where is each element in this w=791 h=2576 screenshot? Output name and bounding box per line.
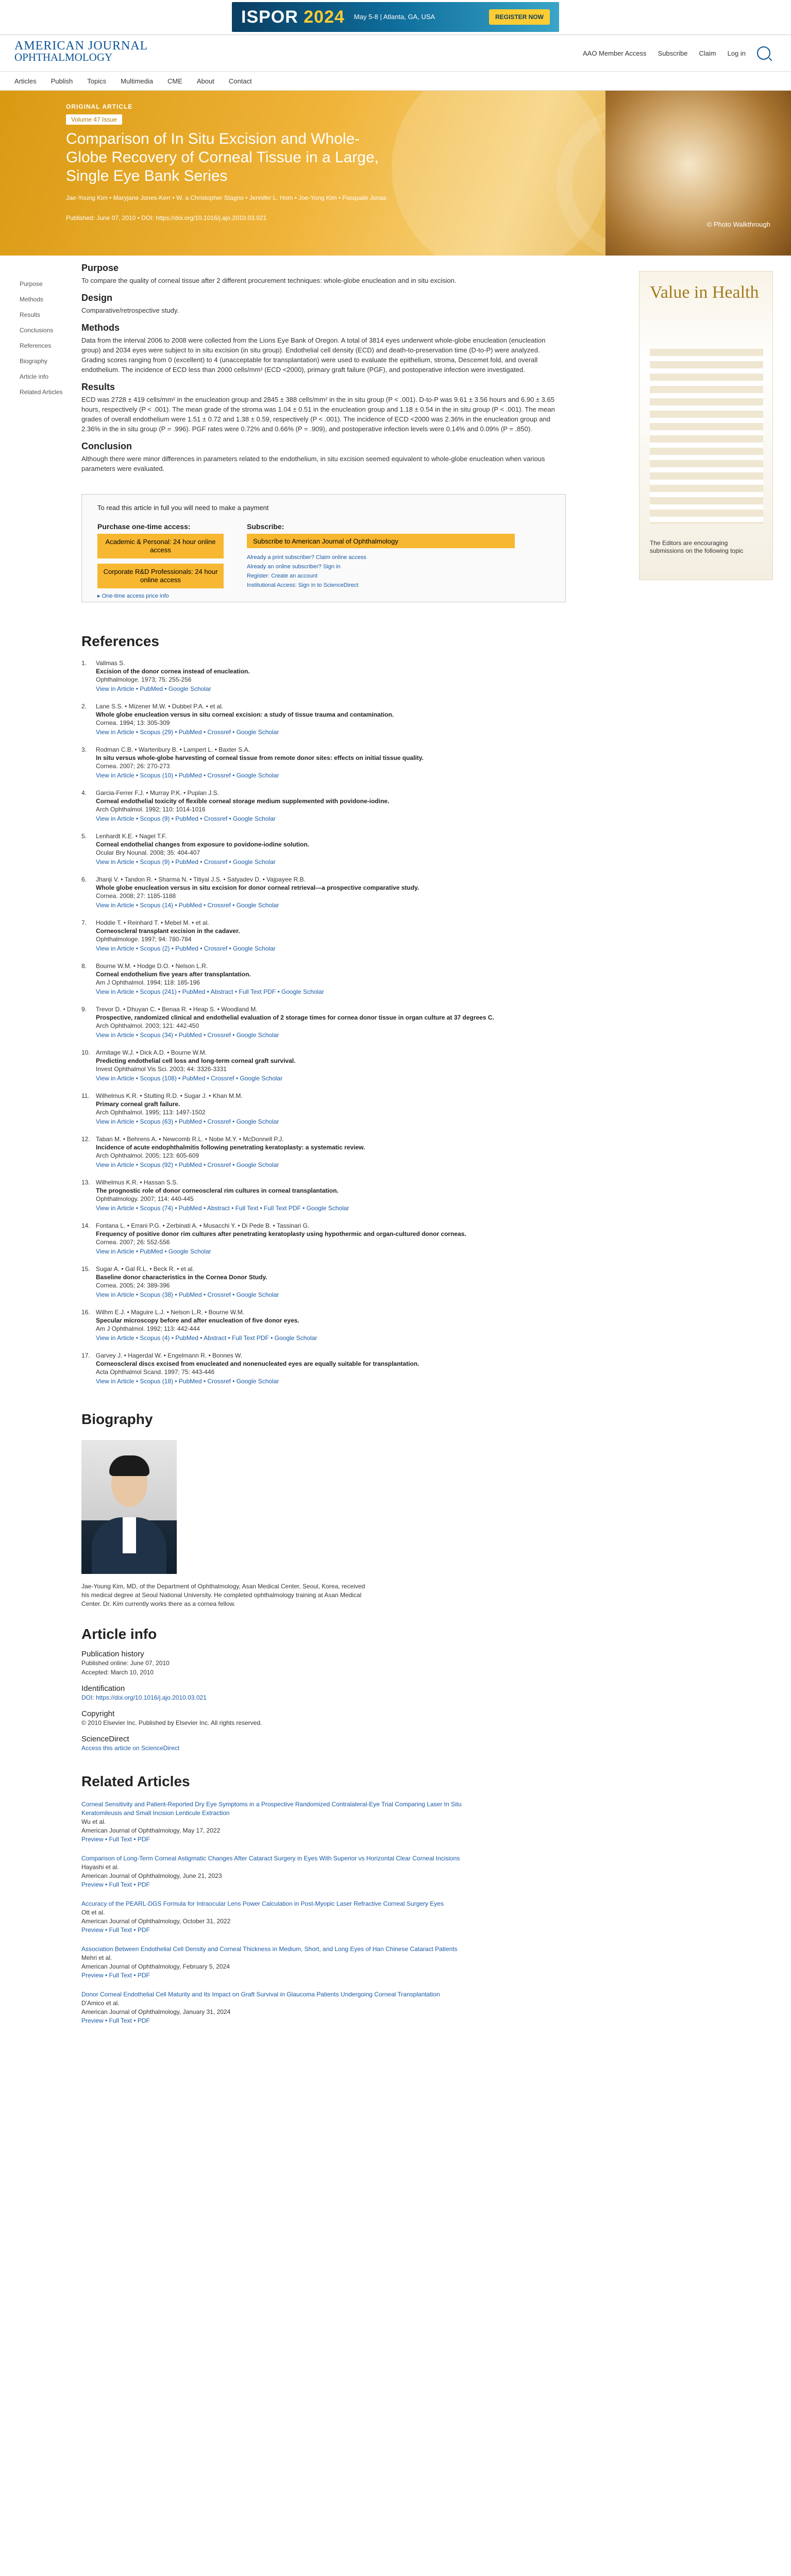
purpose-text: To compare the quality of corneal tissue after 2 different procurement techniques: whole-globe enucleation and in situ excision. — [81, 277, 457, 284]
design-text: Comparative/retrospective study. — [81, 307, 179, 314]
reference-title: Baseline donor characteristics in the Cornea Donor Study. — [96, 1274, 267, 1281]
reference-journal: Cornea. 2007; 26: 552-556 — [96, 1239, 170, 1246]
related-links[interactable]: Preview • Full Text • PDF — [81, 1881, 150, 1888]
identification-heading: Identification — [81, 1684, 125, 1693]
site-header — [0, 35, 791, 71]
doi-link[interactable]: DOI: https://doi.org/10.1016/j.ajo.2010.03.021 — [81, 1694, 207, 1701]
reference-journal: Arch Ophthalmol. 1995; 113: 1497-1502 — [96, 1109, 206, 1116]
related-authors: Ott et al. — [81, 1909, 105, 1916]
related-links[interactable]: Preview • Full Text • PDF — [81, 1836, 150, 1843]
article-body — [81, 256, 586, 2025]
reference-authors: Hoddie T. • Reinhard T. • Mebel M. • et al. — [96, 919, 209, 926]
reference-authors: Lenhardt K.E. • Nagel T.F. — [96, 833, 167, 840]
reference-links[interactable]: View in Article • Scopus (29) • PubMed • Crossref • Google Scholar — [96, 728, 279, 736]
nav-articles[interactable]: Articles — [14, 77, 37, 85]
outline-item-results[interactable]: Results — [20, 311, 41, 318]
outline-item-biography[interactable]: Biography — [20, 358, 48, 365]
reference-number: 4. — [81, 789, 87, 796]
reference-authors: Lane S.S. • Mizener M.W. • Dubbel P.A. • et al. — [96, 703, 224, 710]
reference-item — [81, 1005, 525, 1039]
header-link-member[interactable]: AAO Member Access — [582, 49, 647, 57]
copyright-text: © 2010 Elsevier Inc. Published by Elsevier Inc. All rights reserved. — [81, 1719, 262, 1726]
article-info-heading: Article info — [81, 1626, 157, 1642]
related-journal: American Journal of Ophthalmology, February 5, 2024 — [81, 1963, 230, 1970]
reference-links[interactable]: View in Article • Scopus (4) • PubMed • Abstract • Full Text PDF • Google Scholar — [96, 1334, 317, 1342]
reference-number: 11. — [81, 1092, 90, 1099]
photo-credit: © Photo Walkthrough — [706, 221, 770, 228]
access-box — [81, 494, 566, 602]
reference-number: 14. — [81, 1222, 90, 1229]
reference-item — [81, 702, 525, 736]
related-list — [81, 1800, 586, 2025]
nav-about[interactable]: About — [196, 77, 214, 85]
reference-item — [81, 659, 525, 693]
reference-item — [81, 962, 525, 996]
reference-authors: Armitage W.J. • Dick A.D. • Bourne W.M. — [96, 1049, 207, 1056]
reference-item — [81, 919, 525, 953]
reference-item — [81, 745, 525, 779]
photo-hair — [109, 1455, 149, 1476]
reference-links[interactable]: View in Article • Scopus (241) • PubMed • Abstract • Full Text PDF • Google Scholar — [96, 988, 324, 995]
reference-item — [81, 1092, 525, 1126]
reference-title: Predicting endothelial cell loss and long-term corneal graft survival. — [96, 1057, 296, 1064]
results-heading: Results — [81, 382, 115, 392]
author-photo — [81, 1440, 177, 1574]
design-heading: Design — [81, 293, 113, 303]
access-title: To read this article in full you will need to make a payment — [97, 504, 269, 512]
results-text: ECD was 2728 ± 419 cells/mm² in the enucleation group and 2845 ± 388 cells/mm² in the in situ group (P < .001). D-to-P was 9.61 ± 3.56 hours and 6.90 ± 3.65 hours, respectively (P < .001). The mean grade of the stroma was 1.04 ± 0.51 in the enucleation group and 1.18 ± 0.54 in the in situ group (P < .001). The mean grades of overall endothelium were 1.51 ± 0.72 and 1.38 ± 0.59, respectively (P < .001). The incidence of ECD <2000 was 2.36% in the enucleation group and 2.36% in the in situ group (P = .996). PGF rates were 0.72% and 0.66% (P = .909), and postoperative infection levels were 0.14% and 0.09% (P = .850). — [81, 396, 555, 433]
article-title: Comparison of In Situ Excision and Whole-Globe Recovery of Corneal Tissue in a Large, Single Eye Bank Series — [66, 130, 379, 184]
reference-journal: Cornea. 2008; 27: 1185-1188 — [96, 892, 176, 900]
related-item — [81, 1900, 473, 1935]
reference-title: Whole globe enucleation versus in situ corneal excision: a study of tissue trauma and contamination. — [96, 711, 394, 718]
reference-journal: Cornea. 2007; 26: 270-273 — [96, 762, 170, 770]
reference-title: Corneoscleral transplant excision in the cadaver. — [96, 927, 240, 935]
reference-item — [81, 1308, 525, 1342]
reference-number: 3. — [81, 746, 87, 753]
rail-ad-graphic — [650, 349, 763, 524]
methods-text: Data from the interval 2006 to 2008 were collected from the Lions Eye Bank of Oregon. A total of 3814 eyes underwent whole-globe enucleation (enucleation group) and 2034 eyes were subject to in situ excision (in situ group). Endothelial cell density (ECD) and death-to-preservation time (D-to-P) were analyzed. Grading scores ranging from 0 (excellent) to 4 (unacceptable for transplantation) were used to evaluate the epithelium, stroma, Descemet fold, and overall endothelium. The incidence of ECD less than 2000 cells/mm² (ECD <2000), primary graft failure (PGF), and postoperative infection were investigated. — [81, 336, 546, 374]
nav-multimedia[interactable]: Multimedia — [121, 77, 153, 85]
journal-logo[interactable] — [14, 40, 148, 63]
reference-title: Incidence of acute endophthalmitis following penetrating keratoplasty: a systematic review. — [96, 1144, 365, 1151]
related-item — [81, 1854, 473, 1889]
reference-links[interactable]: View in Article • Scopus (34) • PubMed • Crossref • Google Scholar — [96, 1031, 279, 1039]
reference-item — [81, 832, 525, 866]
reference-item — [81, 1048, 525, 1082]
hero-photo — [605, 91, 791, 256]
reference-journal: Cornea. 2005; 24: 389-396 — [96, 1282, 170, 1289]
academic-access-button[interactable]: Academic & Personal: 24 hour online access — [97, 534, 224, 558]
reference-number: 6. — [81, 876, 87, 883]
reference-number: 10. — [81, 1049, 90, 1056]
reference-journal: Acta Ophthalmol Scand. 1997; 75: 443-446 — [96, 1368, 215, 1376]
reference-number: 12. — [81, 1136, 90, 1143]
related-links[interactable]: Preview • Full Text • PDF — [81, 1972, 150, 1979]
reference-authors: Wilhelmus K.R. • Hassan S.S. — [96, 1179, 178, 1186]
claim-access-link[interactable]: Already a print subscriber? Claim online access — [247, 554, 366, 561]
right-rail — [639, 271, 773, 580]
related-authors: Wu et al. — [81, 1818, 106, 1825]
nav-contact[interactable]: Contact — [228, 77, 252, 85]
register-link[interactable]: Register: Create an account — [247, 573, 317, 579]
reference-journal: Arch Ophthalmol. 2003; 121: 442-450 — [96, 1022, 199, 1029]
related-item — [81, 1800, 473, 1844]
reference-links[interactable]: View in Article • Scopus (9) • PubMed • Crossref • Google Scholar — [96, 815, 276, 822]
reference-authors: Sugar A. • Gal R.L. • Beck R. • et al. — [96, 1265, 194, 1273]
related-heading: Related Articles — [81, 1773, 190, 1789]
nav-topics[interactable]: Topics — [87, 77, 107, 85]
purchase-heading: Purchase one-time access: — [97, 522, 191, 531]
subscribe-heading: Subscribe: — [247, 522, 284, 531]
reference-title: Excision of the donor cornea instead of enucleation. — [96, 668, 250, 675]
rail-ad[interactable] — [639, 271, 773, 580]
main-nav — [0, 71, 791, 91]
nav-cme[interactable]: CME — [167, 77, 182, 85]
reference-journal: Ocular Bry Nounal. 2008; 35: 404-407 — [96, 849, 200, 856]
outline-item-purpose[interactable]: Purpose — [20, 280, 43, 287]
methods-heading: Methods — [81, 323, 120, 333]
related-item — [81, 1945, 473, 1980]
reference-number: 5. — [81, 833, 87, 840]
ad-bar — [0, 0, 791, 35]
ad-brand: ISPOR — [241, 7, 298, 27]
reference-journal: Ophthalmology. 2007; 114: 440-445 — [96, 1195, 194, 1202]
reference-authors: Bourne W.M. • Hodge D.O. • Nelson L.R. — [96, 962, 208, 970]
ad-cta-button[interactable]: REGISTER NOW — [489, 9, 550, 25]
reference-links[interactable]: View in Article • Scopus (14) • PubMed • Crossref • Google Scholar — [96, 902, 279, 909]
related-journal: American Journal of Ophthalmology, May 17, 2022 — [81, 1827, 221, 1834]
conclusion-heading: Conclusion — [81, 441, 132, 451]
purpose-heading: Purpose — [81, 263, 119, 273]
conclusion-text: Although there were minor differences in parameters related to the endothelium, in situ excision seemed equivalent to whole-globe enucleation when various parameters were evaluated. — [81, 455, 545, 472]
reference-title: The prognostic role of donor corneoscleral rim cultures in corneal transplantation. — [96, 1187, 339, 1194]
access-badge: Volume 47 Issue — [66, 114, 122, 125]
reference-links[interactable]: View in Article • Scopus (2) • PubMed • Crossref • Google Scholar — [96, 945, 276, 952]
reference-title: Corneal endothelial changes from exposure to povidone-iodine solution. — [96, 841, 310, 848]
reference-item — [81, 1135, 525, 1169]
related-authors: Mehri et al. — [81, 1954, 112, 1961]
reference-number: 15. — [81, 1265, 90, 1273]
reference-title: Corneal endothelium five years after transplantation. — [96, 971, 251, 978]
reference-links[interactable]: View in Article • Scopus (38) • PubMed • Crossref • Google Scholar — [96, 1291, 279, 1298]
related-authors: D'Amico et al. — [81, 1999, 120, 2007]
reference-journal: Ophthalmologe. 1997; 94: 780-784 — [96, 936, 192, 943]
pub-history-heading: Publication history — [81, 1650, 144, 1658]
copyright-heading: Copyright — [81, 1709, 115, 1718]
reference-authors: Garvey J. • Hagerdal W. • Engelmann R. • Bonnes W. — [96, 1352, 243, 1359]
reference-number: 8. — [81, 962, 87, 970]
reference-list — [81, 659, 586, 1385]
nav-publish[interactable]: Publish — [51, 77, 73, 85]
ad-banner[interactable] — [232, 2, 559, 32]
article-meta: Published: June 07, 2010 • DOI: https://doi.org/10.1016/j.ajo.2010.03.021 — [66, 214, 267, 222]
abstract — [81, 263, 586, 473]
reference-title: Primary corneal graft failure. — [96, 1100, 180, 1108]
related-links[interactable]: Preview • Full Text • PDF — [81, 1926, 150, 1934]
reference-authors: Jhanji V. • Tandon R. • Sharma N. • Titiyal J.S. • Satyadev D. • Vajpayee R.B. — [96, 876, 306, 883]
reference-authors: Vallmas S. — [96, 659, 125, 667]
article-authors[interactable]: Jae-Young Kim • Maryjane Jones-Kerr • W. a Christopher Stagno • Jennifer L. Hom • Joe-Yong Kim • Pasquale Jonas — [66, 194, 386, 201]
reference-authors: Wilhelmus K.R. • Stulting R.D. • Sugar J. • Khan M.M. — [96, 1092, 243, 1099]
reference-title: Corneoscleral discs excised from enucleated and nonenucleated eyes are equally suitable for transplantation. — [96, 1360, 419, 1367]
reference-authors: Fontana L. • Errani P.G. • Zerbinati A. • Musacchi Y. • Di Pede B. • Tassinari G. — [96, 1222, 310, 1229]
header-link-login[interactable]: Log in — [727, 49, 746, 57]
related-links[interactable]: Preview • Full Text • PDF — [81, 2017, 150, 2024]
reference-links[interactable]: View in Article • Scopus (9) • PubMed • Crossref • Google Scholar — [96, 858, 276, 866]
article-outline — [20, 276, 66, 400]
search-icon[interactable] — [757, 46, 770, 60]
reference-links[interactable]: View in Article • PubMed • Google Scholar — [96, 685, 211, 692]
reference-item — [81, 1222, 525, 1256]
ad-year: 2024 — [304, 7, 345, 27]
reference-number: 16. — [81, 1309, 90, 1316]
pub-accepted: Accepted: March 10, 2010 — [81, 1669, 154, 1676]
reference-links[interactable]: View in Article • Scopus (92) • PubMed • Crossref • Google Scholar — [96, 1161, 279, 1168]
reference-authors: Garcia-Ferrer F.J. • Murray P.K. • Puplan J.S. — [96, 789, 219, 796]
reference-authors: Rodman C.B. • Wartenbury B. • Lampert L. • Baxter S.A. — [96, 746, 250, 753]
reference-links[interactable]: View in Article • Scopus (10) • PubMed • Crossref • Google Scholar — [96, 772, 279, 779]
related-item — [81, 1990, 473, 2025]
logo-line1: AMERICAN JOURNAL — [14, 39, 148, 53]
biography-heading: Biography — [81, 1411, 153, 1427]
reference-links[interactable]: View in Article • Scopus (108) • PubMed • Crossref • Google Scholar — [96, 1075, 283, 1082]
pub-online: Published online: June 07, 2010 — [81, 1659, 170, 1667]
article-type: ORIGINAL ARTICLE — [66, 103, 133, 110]
ad-dates: May 5-8 | Atlanta, GA, USA — [354, 13, 435, 21]
related-journal: American Journal of Ophthalmology, January 31, 2024 — [81, 2008, 231, 2015]
biography-text: Jae-Young Kim, MD, of the Department of Ophthalmology, Asan Medical Center, Seoul, Korea, received his medical degree at Seoul National University. He completed ophthalmology training at Asan Medical Center. Dr. Kim currently works there as a cornea fellow. — [81, 1583, 365, 1607]
reference-links[interactable]: View in Article • Scopus (18) • PubMed • Crossref • Google Scholar — [96, 1378, 279, 1385]
reference-item — [81, 1265, 525, 1299]
reference-journal: Arch Ophthalmol. 2005; 123: 605-609 — [96, 1152, 199, 1159]
header-links — [583, 46, 770, 60]
reference-links[interactable]: View in Article • Scopus (63) • PubMed • Crossref • Google Scholar — [96, 1118, 279, 1125]
reference-authors: Wilhm E.J. • Maguire L.J. • Nelson L.R. • Bourne W.M. — [96, 1309, 245, 1316]
outline-item-related[interactable]: Related Articles — [20, 388, 63, 396]
reference-item — [81, 875, 525, 909]
reference-title: In situ versus whole-globe harvesting of corneal tissue from remote donor sites: effects on initial tissue quality. — [96, 754, 424, 761]
main-content — [0, 256, 791, 2576]
institutional-link[interactable]: Institutional Access: Sign in to ScienceDirect — [247, 582, 359, 588]
reference-journal: Invest Ophthalmol Vis Sci. 2003; 44: 3326-3331 — [96, 1065, 227, 1073]
references-heading: References — [81, 633, 159, 649]
related-title[interactable]: Donor Corneal Endothelial Cell Maturity and Its Impact on Graft Survival in Glaucoma Patients Undergoing Corneal Transplantation — [81, 1991, 440, 1998]
related-title[interactable]: Corneal Sensitivity and Patient-Reported Dry Eye Symptoms in a Prospective Randomized Contralateral-Eye Trial Comparing Laser In Situ Keratomileusis and Small Incision Lenticule Extraction — [81, 1801, 462, 1817]
article-hero — [0, 91, 791, 256]
reference-journal: Arch Ophthalmol. 1992; 110: 1014-1016 — [96, 806, 206, 813]
related-title[interactable]: Accuracy of the PEARL-DGS Formula for Intraocular Lens Power Calculation in Post-Myopic Laser Refractive Corneal Surgery Eyes — [81, 1900, 444, 1907]
reference-links[interactable]: View in Article • Scopus (74) • PubMed • Abstract • Full Text • Full Text PDF • Google Scholar — [96, 1205, 349, 1212]
reference-title: Specular microscopy before and after enucleation of five donor eyes. — [96, 1317, 299, 1324]
reference-item — [81, 1178, 525, 1212]
reference-journal: Am J Ophthalmol. 1992; 113: 442-444 — [96, 1325, 200, 1332]
reference-title: Prospective, randomized clinical and endothelial evaluation of 2 storage times for cornea donor tissue in organ culture at 37 degrees C. — [96, 1014, 494, 1021]
related-journal: American Journal of Ophthalmology, June 21, 2023 — [81, 1872, 222, 1879]
header-link-subscribe[interactable]: Subscribe — [658, 49, 688, 57]
related-title[interactable]: Association Between Endothelial Cell Density and Corneal Thickness in Medium, Short, and Long Eyes of Han Chinese Cataract Patients — [81, 1945, 458, 1953]
reference-title: Corneal endothelial toxicity of flexible corneal storage medium supplemented with povidone-iodine. — [96, 798, 390, 805]
reference-authors: Taban M. • Behrens A. • Newcomb R.L. • Nobe M.Y. • McDonnell P.J. — [96, 1136, 284, 1143]
outline-item-info[interactable]: Article info — [20, 373, 49, 380]
subscribe-button[interactable]: Subscribe to American Journal of Ophthalmology — [247, 534, 515, 548]
outline-item-methods[interactable]: Methods — [20, 296, 44, 303]
reference-number: 2. — [81, 703, 87, 710]
sciencedirect-link[interactable]: Access this article on ScienceDirect — [81, 1744, 180, 1752]
reference-title: Whole globe enucleation versus in situ excision for donor corneal retrieval—a prospective comparative study. — [96, 884, 419, 891]
reference-links[interactable]: View in Article • PubMed • Google Scholar — [96, 1248, 211, 1255]
reference-title: Frequency of positive donor rim cultures after penetrating keratoplasty using hypothermic and organ-cultured donor corneas. — [96, 1230, 466, 1238]
related-title[interactable]: Comparison of Long-Term Corneal Astigmatic Changes After Cataract Surgery in Eyes With Superior vs Horizontal Clear Corneal Incisions — [81, 1855, 460, 1862]
reference-number: 13. — [81, 1179, 90, 1186]
ad-logo — [241, 7, 345, 27]
logo-line2: OPHTHALMOLOGY — [14, 51, 113, 63]
outline-item-conclusions[interactable]: Conclusions — [20, 327, 54, 334]
reference-journal: Ophthalmologe. 1973; 75: 255-256 — [96, 676, 192, 683]
reference-number: 7. — [81, 919, 87, 926]
signin-link[interactable]: Already an online subscriber? Sign in — [247, 564, 341, 570]
rail-ad-blurb: The Editors are encouraging submissions on the following topic — [650, 539, 744, 554]
reference-number: 1. — [81, 659, 87, 667]
reference-journal: Cornea. 1994; 13: 305-309 — [96, 719, 170, 726]
header-link-claim[interactable]: Claim — [699, 49, 716, 57]
rail-ad-title: Value in Health — [650, 283, 759, 302]
reference-item — [81, 789, 525, 823]
reference-item — [81, 1351, 525, 1385]
sciencedirect-heading: ScienceDirect — [81, 1735, 129, 1743]
price-info-link[interactable]: ▸ One-time access price info — [97, 593, 169, 599]
reference-authors: Trevor D. • Dhuyan C. • Benaa R. • Heap S. • Woodland M. — [96, 1006, 258, 1013]
reference-number: 9. — [81, 1006, 87, 1013]
reference-journal: Am J Ophthalmol. 1994; 118: 185-196 — [96, 979, 200, 986]
related-authors: Hayashi et al. — [81, 1863, 119, 1871]
corporate-access-button[interactable]: Corporate R&D Professionals: 24 hour online access — [97, 564, 224, 588]
related-journal: American Journal of Ophthalmology, October 31, 2022 — [81, 1918, 231, 1925]
reference-number: 17. — [81, 1352, 90, 1359]
photo-shirt — [123, 1517, 136, 1553]
outline-item-references[interactable]: References — [20, 342, 52, 349]
